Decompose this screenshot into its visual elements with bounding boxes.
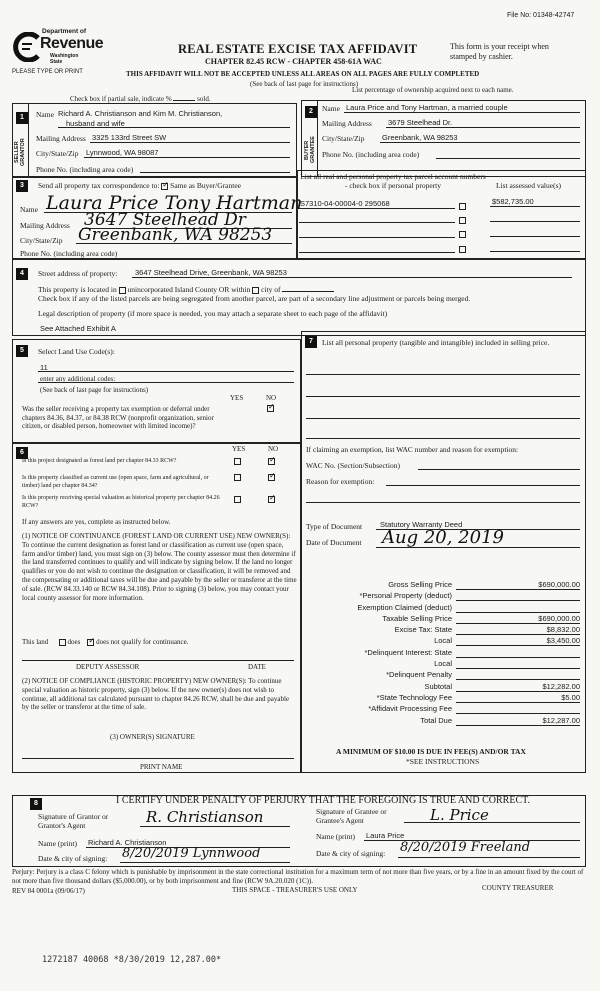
wac-input[interactable] <box>418 469 580 470</box>
divider <box>299 252 455 253</box>
parcels-heading: List all real and personal property tax parcel account numbers - check box if personal property <box>300 172 486 190</box>
unincorporated-label: unincorporated Island County OR within <box>127 285 251 294</box>
grantee-print-label: Name (print) <box>316 832 355 841</box>
tax-row-value[interactable] <box>456 591 580 601</box>
historic-question: Is this property receiving special valuation as historical property per chapter 84.26 RCW? <box>22 495 220 509</box>
seller-phone-input[interactable] <box>140 172 290 173</box>
personal-property-input-1[interactable] <box>306 374 580 375</box>
grantor-print-label: Name (print) <box>38 839 77 848</box>
segregated-text: Check box if any of the listed parcels are being segregated from another parcel, are part of a secondary line adjustment or parcels being merged. <box>38 294 471 303</box>
divider <box>132 277 572 278</box>
file-number: File No: 01348-42747 <box>507 12 575 19</box>
section-1-badge: 1 <box>16 112 28 124</box>
buyer-name-label: Name <box>322 104 340 113</box>
property-street[interactable]: 3647 Steelhead Drive, Greenbank, WA 98253 <box>135 268 287 277</box>
sec6-yes-header: YES <box>232 445 246 453</box>
partial-sale-text: Check box if partial sale, indicate % <box>70 95 172 103</box>
tax-row <box>306 704 582 715</box>
tax-row-label: Gross Selling Price <box>388 580 452 589</box>
tax-row-value[interactable] <box>456 704 580 714</box>
tax-row-value[interactable]: $12,287.00 <box>456 716 580 726</box>
legal-description[interactable]: See Attached Exhibit A <box>40 324 116 333</box>
forest-yes-checkbox[interactable] <box>234 456 241 465</box>
city-of-label: city of <box>261 285 281 294</box>
logo-word: Revenue <box>40 35 104 52</box>
assessor-signature-line[interactable] <box>22 660 294 661</box>
reason-input[interactable] <box>386 485 580 486</box>
divider <box>120 862 290 863</box>
land-use-code[interactable]: 11 <box>40 363 48 372</box>
tax-row <box>306 693 582 704</box>
warning-text: THIS AFFIDAVIT WILL NOT BE ACCEPTED UNLESS ALL AREAS ON ALL PAGES ARE FULLY COMPLETED <box>126 70 480 78</box>
does-checkbox[interactable] <box>59 639 66 646</box>
forest-land-section <box>12 443 301 773</box>
divider <box>490 221 580 222</box>
continuance-notice: (1) NOTICE OF CONTINUANCE (FOREST LAND OR CURRENT USE) NEW OWNER(S): To continue the current designation as forest land or classification as current use (open space, farm and/or timber) land, you must sign on (3) below. The county assessor must then determine if the land transferred continues to qualify and will indicate by signing below. If the land no longer qualifies or you do not wish to continue the designation or classification, it will be removed and the compensating or additional taxes will be due and payable by the seller or transferor at the time of sale. (RCW 84.33.140 or RCW 84.34.108). Prior to signing (3) below, you may contact your local county assessor for more information. <box>22 532 297 602</box>
tax-row <box>306 648 582 659</box>
partial-sale-sold: sold. <box>197 95 211 103</box>
tax-row-value[interactable]: $5.00 <box>456 693 580 703</box>
buyer-addr[interactable]: 3679 Steelhead Dr. <box>388 118 453 127</box>
additional-codes-input[interactable] <box>38 382 294 383</box>
tax-row <box>306 682 582 693</box>
divider <box>490 251 580 252</box>
compliance-notice: (2) NOTICE OF COMPLIANCE (HISTORIC PROPERTY) NEW OWNER(S): To continue special valuation as historic property, sign (3) below. If the new owner(s) does not wish to continue, all additional tax calculated pursuant to chapter 84.26 RCW, shall be due and payable by the seller or transferor at the time of sale. <box>22 677 290 712</box>
logo-state: Washington State <box>50 53 79 65</box>
buyer-addr-label: Mailing Address <box>322 119 372 128</box>
exemption-heading: If claiming an exemption, list WAC number and reason for exemption: <box>306 445 519 454</box>
divider <box>299 237 455 238</box>
buyer-city[interactable]: Greenbank, WA 98253 <box>382 133 458 142</box>
owner-signature-line[interactable] <box>22 758 294 759</box>
divider <box>76 243 292 244</box>
buyer-name[interactable]: Laura Price and Tony Hartman, a married couple <box>346 103 508 112</box>
grantee-date[interactable]: 8/20/2019 Freeland <box>400 840 531 855</box>
section-2-badge: 2 <box>305 106 317 118</box>
revenue-logo-icon <box>12 32 42 62</box>
segregated-line <box>38 294 578 303</box>
tax-row-label: Subtotal <box>424 681 452 691</box>
tax-row <box>306 625 582 636</box>
tax-row <box>306 636 582 647</box>
tax-row <box>306 603 582 614</box>
tax-row-label: Taxable Selling Price <box>382 613 452 623</box>
corr-addr-label: Mailing Address <box>20 221 70 230</box>
current-use-yes-checkbox[interactable] <box>234 472 241 481</box>
reason-input-2[interactable] <box>306 502 580 503</box>
buyer-city-label: City/State/Zip <box>322 134 365 143</box>
tax-row-value[interactable] <box>456 659 580 669</box>
county-treasurer-label: COUNTY TREASURER <box>482 884 554 892</box>
personal-property-checkbox-1[interactable] <box>459 201 466 210</box>
correspondence-heading-text: Send all property tax correspondence to: <box>38 181 160 190</box>
section-8-badge: 8 <box>30 798 42 810</box>
deputy-assessor-label: DEPUTY ASSESSOR <box>76 663 140 671</box>
seller-side-label: SELLER GRANTOR <box>14 138 26 166</box>
corr-phone-label: Phone No. (including area code) <box>20 249 118 258</box>
tax-table <box>306 580 582 727</box>
tax-row <box>306 716 582 727</box>
receipt-stamp: 1272187 40068 *8/30/2019 12,287.00* <box>42 955 222 965</box>
doc-type[interactable]: Statutory Warranty Deed <box>380 520 463 529</box>
land-use-heading: Select Land Use Code(s): <box>38 347 115 356</box>
does-not-checkbox[interactable] <box>87 639 94 646</box>
divider <box>84 157 290 158</box>
same-as-buyer-label: Same as Buyer/Grantee <box>170 181 241 190</box>
personal-property-heading: List all personal property (tangible and intangible) included in selling price. <box>322 338 550 347</box>
tax-row <box>306 670 582 681</box>
sec6-no-header: NO <box>268 445 279 453</box>
tax-row-label: Local <box>434 659 452 669</box>
seller-name-2[interactable]: husband and wife <box>66 119 125 128</box>
divider <box>299 208 455 209</box>
grantor-sig-label-text: Signature of Grantor or Grantor's Agent <box>38 812 109 830</box>
divider <box>299 222 455 223</box>
treasurer-use-label: THIS SPACE - TREASURER'S USE ONLY <box>232 886 358 894</box>
current-use-no-checkbox[interactable] <box>268 472 275 481</box>
section-7-badge: 7 <box>305 336 317 348</box>
please-type: PLEASE TYPE OR PRINT <box>12 69 83 75</box>
grantor-date[interactable]: 8/20/2019 Lynnwood <box>122 846 261 861</box>
corr-name[interactable]: Laura Price Tony Hartman <box>46 192 303 214</box>
tax-row-value[interactable]: $3,450.00 <box>456 636 580 646</box>
doc-type-label: Type of Document <box>306 522 363 531</box>
certify-statement: I CERTIFY UNDER PENALTY OF PERJURY THAT THE FOREGOING IS TRUE AND CORRECT. <box>116 795 530 806</box>
tax-row-label: Excise Tax: State <box>394 625 452 635</box>
ownership-note: List percentage of ownership acquired next to each name. <box>352 86 514 94</box>
divider <box>38 371 294 372</box>
land-use-see-back: (See back of last page for instructions) <box>40 386 149 394</box>
sec5-no-header: NO <box>266 394 277 402</box>
grantor-signature[interactable]: R. Christianson <box>146 808 264 826</box>
location-line <box>38 285 334 294</box>
partial-sale-label <box>70 95 211 103</box>
correspondence-heading <box>38 181 241 190</box>
buyer-phone-label: Phone No. (including area code) <box>322 150 420 159</box>
divider <box>490 206 580 207</box>
grantor-sig-label <box>38 812 118 830</box>
tax-row-value[interactable]: $690,000.00 <box>456 614 580 624</box>
legal-label: Legal description of property (if more space is needed, you may attach a separate sheet to each page of the affidavit) <box>38 309 388 318</box>
street-label: Street address of property: <box>38 269 118 278</box>
located-text: This property is located in <box>38 285 117 294</box>
section-3-badge: 3 <box>16 180 28 192</box>
tax-row-label: *Personal Property (deduct) <box>359 591 452 601</box>
divider <box>490 236 580 237</box>
personal-property-input-2[interactable] <box>306 396 580 397</box>
logo-dept: Department of <box>42 28 87 35</box>
personal-property-checkbox-2[interactable] <box>459 215 466 224</box>
section-4-badge: 4 <box>16 268 28 280</box>
tax-row-label: Exemption Claimed (deduct) <box>357 602 452 612</box>
city-of-checkbox[interactable] <box>252 287 259 294</box>
divider <box>344 112 580 113</box>
exemption-no-checkbox[interactable] <box>267 403 274 412</box>
qualify-line <box>22 638 188 646</box>
receipt-note: This form is your receipt when stamped by cashier. <box>450 42 549 61</box>
section-5-badge: 5 <box>16 345 28 357</box>
tax-row <box>306 659 582 670</box>
revenue-logo <box>12 26 104 68</box>
grantee-signature[interactable]: L. Price <box>430 806 489 824</box>
divider <box>28 103 29 177</box>
divider <box>90 142 290 143</box>
grantee-print-name[interactable]: Laura Price <box>366 831 405 840</box>
corr-name-label: Name <box>20 205 38 214</box>
city-of-input[interactable] <box>282 291 334 292</box>
seller-addr[interactable]: 3325 133rd Street SW <box>92 133 167 142</box>
grantee-sig-label <box>316 807 401 825</box>
divider <box>386 127 580 128</box>
perjury-notice: Perjury: Perjury is a class C felony which is punishable by imprisonment in the state correctional institution for a maximum term of not more than five years, or by a fine in an amount fixed by the court of not more than five thousand dollars ($5,000.00), or by both imprisonment and fine (RCW 9A.20.020 (1C)). <box>12 868 584 885</box>
tax-row-label: Total Due <box>420 715 452 725</box>
corr-city[interactable]: Greenbank, WA 98253 <box>78 225 273 245</box>
divider <box>398 857 580 858</box>
minimum-fee-note: A MINIMUM OF $10.00 IS DUE IN FEE(S) AND/OR TAX <box>336 747 526 756</box>
does-not-text: does not qualify for continuance. <box>96 638 189 646</box>
assessor-date-label: DATE <box>248 663 266 671</box>
reason-label: Reason for exemption: <box>306 477 375 486</box>
tax-row-value[interactable]: $690,000.00 <box>456 580 580 590</box>
assessed-value-1[interactable]: $582,735.00 <box>492 197 534 206</box>
historic-yes-checkbox[interactable] <box>234 494 241 503</box>
seller-name-label: Name <box>36 110 54 119</box>
personal-property-checkbox-4[interactable] <box>459 244 466 253</box>
grantee-date-label: Date & city of signing: <box>316 849 386 858</box>
tax-row <box>306 614 582 625</box>
exemption-question: Was the seller receiving a property tax exemption or deferral under chapters 84.36, 84.37, or 84.38 RCW (nonprofit organization, senior citizen, or disabled person, homeowner with limited income)? <box>22 405 214 430</box>
doc-date[interactable]: Aug 20, 2019 <box>382 527 504 548</box>
divider <box>376 547 580 548</box>
corr-addr[interactable]: 3647 Steelhead Dr <box>84 210 246 230</box>
revision-number: REV 84 0001a (09/06/17) <box>12 887 85 895</box>
tax-row <box>306 591 582 602</box>
print-name-label: PRINT NAME <box>140 763 183 771</box>
seller-name[interactable]: Richard A. Christianson and Kim M. Christianson, <box>58 109 223 118</box>
forest-no-checkbox[interactable] <box>268 456 275 465</box>
partial-sale-input[interactable] <box>173 100 195 101</box>
tax-row-value[interactable] <box>456 670 580 680</box>
see-back-note: (See back of last page for instructions) <box>250 80 359 88</box>
seller-addr-label: Mailing Address <box>36 134 86 143</box>
this-land-text: This land <box>22 638 49 646</box>
tax-row-label: *Affidavit Processing Fee <box>368 704 452 714</box>
tax-row-value[interactable]: $8,832.00 <box>456 625 580 635</box>
does-text: does <box>67 638 81 646</box>
divider <box>404 822 580 823</box>
tax-row-label: *Delinquent Penalty <box>386 670 452 680</box>
tax-row <box>306 580 582 591</box>
grantor-print-name[interactable]: Richard A. Christianson <box>88 838 167 847</box>
if-yes-note: If any answers are yes, complete as instructed below. <box>22 518 171 526</box>
buyer-phone-input[interactable] <box>436 158 580 159</box>
form-title: REAL ESTATE EXCISE TAX AFFIDAVIT <box>178 42 418 56</box>
personal-property-input-4[interactable] <box>306 438 580 439</box>
tax-row-value[interactable] <box>456 603 580 613</box>
personal-property-input-3[interactable] <box>306 418 580 419</box>
historic-no-checkbox[interactable] <box>268 494 275 503</box>
see-instructions: *SEE INSTRUCTIONS <box>406 757 480 766</box>
same-as-buyer-checkbox[interactable] <box>161 183 168 190</box>
divider <box>58 127 290 128</box>
tax-row-value[interactable]: $12,282.00 <box>456 682 580 692</box>
tax-row-value[interactable] <box>456 648 580 658</box>
tax-row-label: Local <box>434 636 452 646</box>
seller-city[interactable]: Lynnwood, WA 98087 <box>86 148 159 157</box>
seller-phone-label: Phone No. (including area code) <box>36 165 134 174</box>
tax-row-label: *Delinquent Interest: State <box>364 647 452 657</box>
divider <box>380 142 580 143</box>
current-use-question: Is this property classified as current use (open space, farm and agricultural, or timber) land per chapter 84.34? <box>22 475 209 489</box>
wac-label: WAC No. (Section/Subsection) <box>306 461 400 470</box>
unincorporated-checkbox[interactable] <box>119 287 126 294</box>
assessed-heading: List assessed value(s) <box>496 181 561 190</box>
buyer-side-label: BUYER GRANTEE <box>304 136 316 164</box>
personal-property-checkbox-3[interactable] <box>459 229 466 238</box>
divider <box>140 826 290 827</box>
seller-city-label: City/State/Zip <box>36 149 79 158</box>
grantee-sig-label-text: Signature of Grantee or Grantee's Agent <box>316 807 387 825</box>
divider <box>317 100 318 177</box>
grantor-date-label: Date & city of signing: <box>38 854 108 863</box>
sec5-yes-header: YES <box>230 394 244 402</box>
corr-city-label: City/State/Zip <box>20 236 63 245</box>
owner-signature-label: (3) OWNER(S) SIGNATURE <box>110 733 195 741</box>
section-6-badge: 6 <box>16 447 28 459</box>
additional-codes-label: enter any additional codes: <box>40 375 116 383</box>
form-subtitle: CHAPTER 82.45 RCW - CHAPTER 458-61A WAC <box>205 57 382 66</box>
parcel-number-1[interactable]: S7310-04-00004-0 295068 <box>300 199 390 208</box>
forest-question: Is this project designated as forest land per chapter 84.33 RCW? <box>22 458 177 464</box>
doc-date-label: Date of Document <box>306 538 362 547</box>
tax-row-label: *State Technology Fee <box>376 692 452 702</box>
